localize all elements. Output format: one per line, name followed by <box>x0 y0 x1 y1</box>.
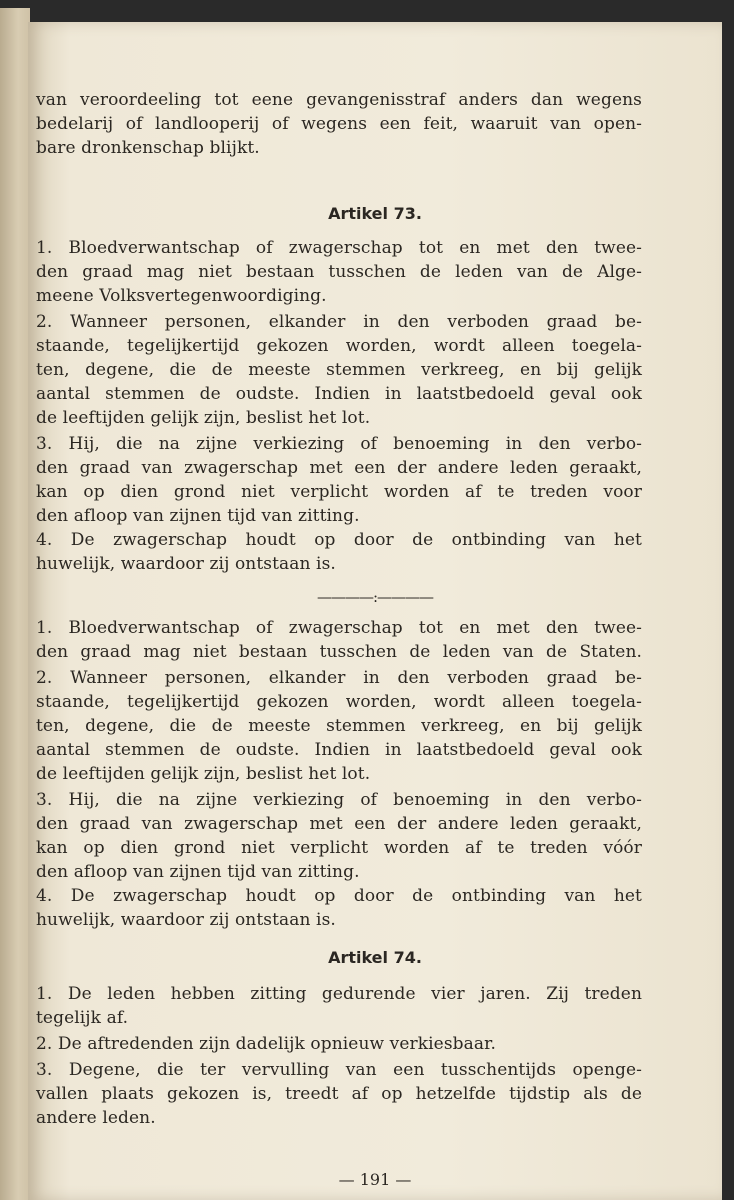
text-line: 3. Hij, die na zijne verkiezing of benoeming in den verbo- <box>36 434 642 454</box>
article-heading: Artikel 74. <box>328 948 422 967</box>
text-line: 3. Hij, die na zijne verkiezing of benoeming in den verbo- <box>36 790 642 810</box>
text-line: 2. Wanneer personen, elkander in den verboden graad be- <box>36 312 642 332</box>
text-line: 1. Bloedverwantschap of zwagerschap tot en met den twee- <box>36 618 642 638</box>
text-line: kan op dien grond niet verplicht worden af te treden vóór <box>36 838 642 858</box>
text-line: 1. De leden hebben zitting gedurende vier jaren. Zij treden <box>36 984 642 1004</box>
article-heading: Artikel 73. <box>328 204 422 223</box>
text-line: de leeftijden gelijk zijn, beslist het lot. <box>36 764 371 784</box>
text-line: den graad van zwagerschap met een der andere leden geraakt, <box>36 814 642 834</box>
text-line: bare dronkenschap blijkt. <box>36 138 260 158</box>
text-line: huwelijk, waardoor zij ontstaan is. <box>36 554 336 574</box>
text-line: vallen plaats gekozen is, treedt af op hetzelfde tijdstip als de <box>36 1084 642 1104</box>
text-line: ten, degene, die de meeste stemmen verkreeg, en bij gelijk <box>36 360 642 380</box>
text-line: 2. Wanneer personen, elkander in den verboden graad be- <box>36 668 642 688</box>
text-line: 4. De zwagerschap houdt op door de ontbinding van het <box>36 530 642 550</box>
text-line: 4. De zwagerschap houdt op door de ontbinding van het <box>36 886 642 906</box>
text-line: den graad mag niet bestaan tusschen de leden van de Staten. <box>36 642 642 662</box>
text-line: den afloop van zijnen tijd van zitting. <box>36 506 360 526</box>
text-line: huwelijk, waardoor zij ontstaan is. <box>36 910 336 930</box>
text-line: andere leden. <box>36 1108 156 1128</box>
text-line: meene Volksvertegenwoordiging. <box>36 286 327 306</box>
text-line: bedelarij of landlooperij of wegens een feit, waaruit van open- <box>36 114 642 134</box>
left-page-edge <box>0 8 30 1200</box>
text-line: tegelijk af. <box>36 1008 129 1028</box>
text-line: de leeftijden gelijk zijn, beslist het lot. <box>36 408 371 428</box>
text-line: van veroordeeling tot eene gevangenisstraf anders dan wegens <box>36 90 642 110</box>
text-line: staande, tegelijkertijd gekozen worden, wordt alleen toegela- <box>36 692 642 712</box>
text-line: 1. Bloedverwantschap of zwagerschap tot en met den twee- <box>36 238 642 258</box>
text-line: den afloop van zijnen tijd van zitting. <box>36 862 360 882</box>
text-line: aantal stemmen de oudste. Indien in laatstbedoeld geval ook <box>36 384 642 404</box>
page-number: — 191 — <box>338 1170 412 1189</box>
text-line: den graad mag niet bestaan tusschen de leden van de Alge- <box>36 262 642 282</box>
text-line: staande, tegelijkertijd gekozen worden, wordt alleen toegela- <box>36 336 642 356</box>
text-line: aantal stemmen de oudste. Indien in laatstbedoeld geval ook <box>36 740 642 760</box>
text-line: den graad van zwagerschap met een der andere leden geraakt, <box>36 458 642 478</box>
text-line: ten, degene, die de meeste stemmen verkreeg, en bij gelijk <box>36 716 642 736</box>
text-line: kan op dien grond niet verplicht worden af te treden voor <box>36 482 642 502</box>
text-line: 3. Degene, die ter vervulling van een tusschentijds openge- <box>36 1060 642 1080</box>
text-line: 2. De aftredenden zijn dadelijk opnieuw verkiesbaar. <box>36 1034 496 1054</box>
book-page <box>28 22 722 1200</box>
section-divider: ————:———— <box>316 588 434 606</box>
